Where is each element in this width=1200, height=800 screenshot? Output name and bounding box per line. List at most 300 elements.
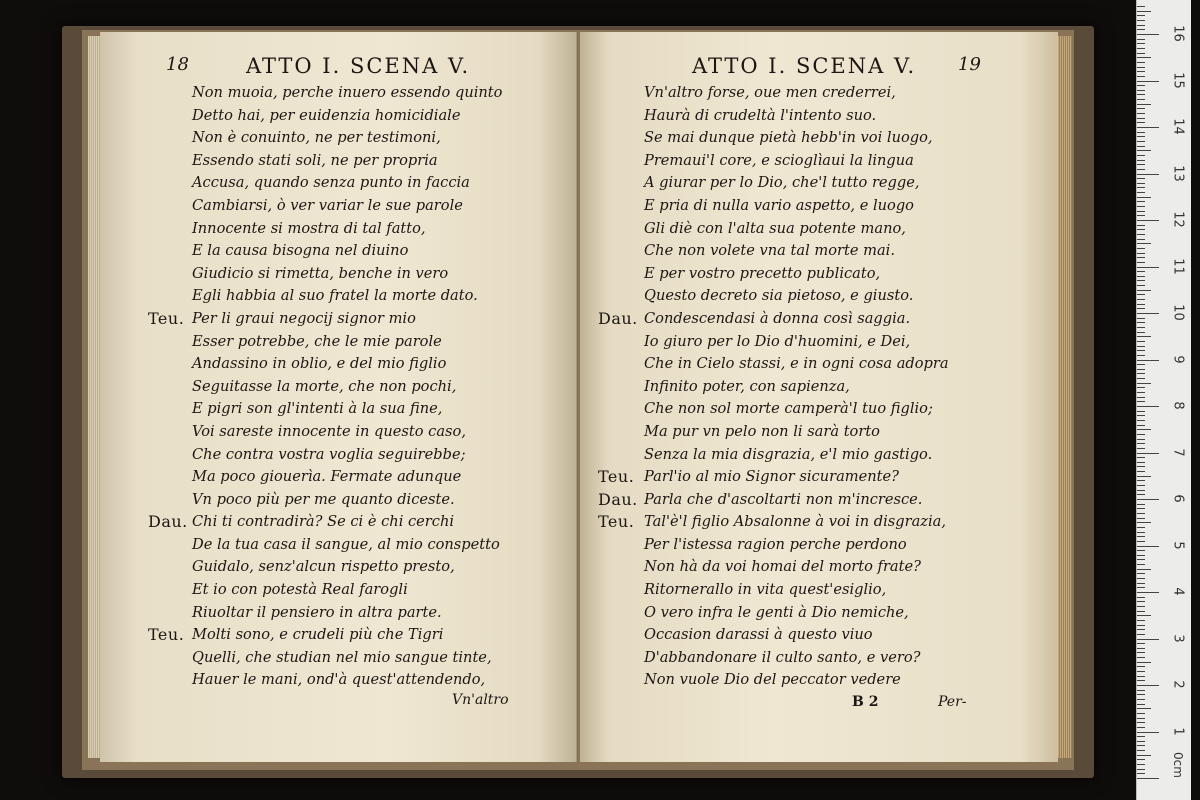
ruler-tick [1137,127,1159,128]
right-page-text [580,82,1058,692]
verse-text: Innocente si mostra di tal fatto, [192,219,426,237]
text-line [100,376,576,399]
verse-text: Quelli, che studian nel mio sangue tinte, [192,648,492,666]
ruler-tick [1137,499,1159,500]
ruler-tick [1137,652,1145,653]
right-page-edges [1056,36,1072,758]
verse-text: Chi ti contradirà? Se ci è chi cerchi [192,513,455,531]
ruler-tick [1137,341,1145,342]
verse-text: Vn'altro forse, oue men crederrei, [644,84,896,101]
verse-text: Esser potrebbe, che le mie parole [192,332,442,350]
right-page-header: ATTO I. SCENA V. [692,54,917,78]
verse-text: Haurà di crudeltà l'intento suo. [644,106,877,124]
ruler-tick [1137,476,1151,477]
ruler-tick [1137,336,1151,337]
ruler-tick [1137,178,1145,179]
ruler-tick [1137,429,1151,430]
ruler-tick [1137,415,1145,416]
ruler-tick [1137,569,1151,570]
verse-text: Non muoia, perche inuero essendo quinto [192,84,503,101]
ruler-tick [1137,378,1145,379]
ruler-tick [1137,453,1159,454]
ruler-tick [1137,225,1145,226]
verse-text: Andassino in oblio, e del mio figlio [192,355,447,373]
ruler-tick [1137,53,1145,54]
ruler-tick [1137,736,1145,737]
verse-text: Premaui'l core, e scioglìaui la lingua [644,151,914,169]
ruler-tick [1137,397,1145,398]
text-line [100,444,576,467]
text-line [580,511,1058,534]
text-line [580,376,1058,399]
verse-text: E per vostro precetto publicato, [644,264,881,282]
ruler-tick [1137,457,1145,458]
ruler-tick [1137,439,1145,440]
ruler-tick [1137,401,1145,402]
text-line [100,647,576,670]
text-line [100,534,576,557]
ruler-tick [1137,639,1159,640]
ruler-number: 3 [1170,633,1186,643]
ruler-tick [1137,132,1145,133]
ruler-tick [1137,392,1145,393]
ruler-tick [1137,20,1145,21]
ruler-tick [1137,694,1145,695]
text-line [580,105,1058,128]
ruler-tick [1137,187,1145,188]
ruler-tick [1137,564,1145,565]
ruler-tick [1137,676,1145,677]
verse-text: Infinito poter, con sapienza, [644,377,850,395]
ruler-tick [1137,546,1159,547]
ruler-tick [1137,727,1145,728]
verse-text: Che contra vostra voglia seguirebbe; [192,445,466,463]
ruler-tick [1137,611,1145,612]
signature-mark: B 2 [852,694,879,710]
ruler-tick [1137,43,1145,44]
left-page-text [100,82,576,692]
ruler-tick [1137,387,1145,388]
text-line [100,331,576,354]
text-line [100,511,576,534]
ruler-tick [1137,15,1145,16]
right-page [580,32,1058,762]
speaker-label: Dau. [598,489,638,509]
ruler-tick [1137,490,1145,491]
ruler-tick [1137,113,1145,114]
ruler-number: 13 [1170,164,1186,182]
verse-text: Egli habbia al suo fratel la morte dato. [192,287,478,305]
verse-text: Ma poco giouerìa. Fermate adunque [192,468,462,486]
ruler-tick [1137,671,1145,672]
verse-text: Cambiarsi, ò ver variar le sue parole [192,196,463,214]
speaker-label: Teu. [148,308,185,328]
ruler-tick [1137,657,1145,658]
ruler-tick [1137,313,1159,314]
ruler-tick [1137,294,1145,295]
text-line [100,466,576,489]
ruler-tick [1137,364,1145,365]
ruler-tick [1137,304,1145,305]
verse-text: Per li graui negocij signor mio [192,309,416,327]
verse-text: Et io con potestà Real farogli [192,581,408,599]
ruler-tick [1137,518,1145,519]
ruler-tick [1137,480,1145,481]
text-line [100,489,576,512]
text-line [580,150,1058,173]
ruler-tick [1137,285,1145,286]
ruler-tick [1137,373,1145,374]
ruler-tick [1137,513,1145,514]
ruler-number: 10 [1170,304,1186,321]
text-line [580,353,1058,376]
text-line [100,172,576,195]
ruler-tick [1137,211,1145,212]
text-line [580,398,1058,421]
ruler-number: 16 [1170,25,1186,42]
text-line [580,534,1058,557]
verse-text: Hauer le mani, ond'à quest'attendendo, [192,671,486,689]
verse-text: Giudicio si rimetta, benche in vero [192,264,449,282]
text-line [580,466,1058,489]
text-line [580,669,1058,692]
ruler-tick [1137,71,1145,72]
ruler-tick [1137,206,1145,207]
measuring-ruler [1136,0,1191,800]
ruler-tick [1137,704,1145,705]
ruler-tick [1137,150,1151,151]
ruler-tick [1137,118,1145,119]
text-line [580,240,1058,263]
ruler-tick [1137,322,1145,323]
ruler-tick [1137,76,1145,77]
text-line [100,669,576,692]
verse-text: Io giuro per lo Dio d'huomini, e Dei, [644,332,911,350]
text-line [580,556,1058,579]
text-line [100,308,576,331]
ruler-tick [1137,280,1145,281]
ruler-tick [1137,215,1145,216]
verse-text: Ma pur vn pelo non li sarà torto [644,422,880,440]
verse-text: E pria di nulla vario aspetto, e luogo [644,196,914,214]
ruler-tick [1137,267,1159,268]
ruler-tick [1137,99,1145,100]
ruler-tick [1137,527,1145,528]
text-line [580,624,1058,647]
ruler-tick [1137,248,1145,249]
text-line [100,398,576,421]
text-line [580,195,1058,218]
ruler-tick [1137,629,1145,630]
ruler-tick [1137,541,1145,542]
ruler-tick [1137,62,1145,63]
ruler-tick [1137,383,1151,384]
ruler-tick [1137,369,1145,370]
text-line [100,421,576,444]
ruler-tick [1137,350,1145,351]
ruler-tick [1137,769,1145,770]
ruler-tick [1137,234,1145,235]
verse-text: Accusa, quando senza punto in faccia [192,174,470,192]
ruler-tick [1137,346,1145,347]
ruler-tick [1137,732,1159,733]
ruler-tick [1137,625,1145,626]
text-line [580,308,1058,331]
verse-text: E la causa bisogna nel diuino [192,242,409,260]
verse-text: Guidalo, senz'alcun rispetto presto, [192,558,455,576]
ruler-number: 9 [1170,354,1186,364]
verse-text: Parla che d'ascoltarti non m'incresce. [644,490,923,508]
ruler-tick [1137,485,1145,486]
ruler-tick [1137,648,1145,649]
verse-text: Condescendasi à donna così saggia. [644,309,911,327]
ruler-tick [1137,6,1145,7]
ruler-number: 7 [1170,447,1186,457]
ruler-tick [1137,220,1159,221]
right-catchword: Per- [938,694,967,710]
ruler-tick [1137,741,1145,742]
text-line [100,285,576,308]
ruler-tick [1137,104,1151,105]
verse-text: Detto hai, per euidenzia homicidiale [192,106,461,124]
ruler-tick [1137,85,1145,86]
text-line [100,624,576,647]
ruler-tick [1137,583,1145,584]
ruler-number: 8 [1170,401,1186,410]
ruler-tick [1137,332,1145,333]
ruler-tick [1137,750,1145,751]
ruler-tick [1137,164,1145,165]
ruler-tick [1137,257,1145,258]
verse-text: Riuoltar il pensiero in altra parte. [192,603,442,621]
ruler-tick [1137,680,1145,681]
verse-text: Per l'istessa ragion perche perdono [644,535,907,553]
ruler-tick [1137,578,1145,579]
text-line [580,331,1058,354]
verse-text: O vero infra le genti à Dio nemiche, [644,603,909,621]
text-line [100,150,576,173]
verse-text: Che non volete vna tal morte mai. [644,242,895,260]
speaker-label: Teu. [148,625,185,645]
ruler-tick [1137,620,1145,621]
text-line [580,218,1058,241]
ruler-tick [1137,722,1145,723]
text-line [580,127,1058,150]
right-page-number: 19 [958,54,981,75]
text-line [100,556,576,579]
text-line [100,195,576,218]
ruler-tick [1137,587,1145,588]
ruler-tick [1137,597,1145,598]
ruler-number: 1 [1170,726,1186,736]
left-page-header: ATTO I. SCENA V. [246,54,471,78]
ruler-tick [1137,532,1145,533]
ruler-tick [1137,615,1151,616]
ruler-tick [1137,327,1145,328]
ruler-tick [1137,67,1145,68]
ruler-tick [1137,48,1145,49]
ruler-tick [1137,699,1145,700]
verse-text: Senza la mia disgrazia, e'l mio gastigo. [644,445,933,463]
ruler-tick [1137,57,1151,58]
ruler-tick [1137,778,1159,779]
ruler-tick [1137,81,1159,82]
text-line [580,602,1058,625]
speaker-label: Dau. [598,308,638,328]
ruler-tick [1137,685,1159,686]
ruler-tick [1137,666,1145,667]
verse-text: Che in Cielo stassi, e in ogni cosa adopra [644,355,949,373]
ruler-number: 4 [1170,587,1186,596]
speaker-label: Teu. [598,512,635,532]
ruler-tick [1137,271,1145,272]
text-line [100,105,576,128]
text-line [580,172,1058,195]
text-line [100,353,576,376]
ruler-tick [1137,192,1145,193]
text-line [580,82,1058,105]
text-line [100,218,576,241]
ruler-tick [1137,174,1159,175]
text-line [580,647,1058,670]
ruler-tick [1137,606,1145,607]
ruler-tick [1137,425,1145,426]
speaker-label: Teu. [598,467,635,487]
ruler-tick [1137,759,1145,760]
verse-text: Non vuole Dio del peccator vedere [644,671,901,689]
ruler-tick [1137,550,1145,551]
ruler-number: 2 [1170,680,1186,689]
ruler-tick [1137,462,1145,463]
ruler-tick [1137,25,1145,26]
ruler-tick [1137,183,1145,184]
verse-text: Voi sareste innocente in questo caso, [192,422,466,440]
ruler-tick [1137,559,1145,560]
left-catchword: Vn'altro [452,692,509,708]
ruler-tick [1137,643,1145,644]
left-page [100,32,577,762]
ruler-tick [1137,745,1145,746]
text-line [100,263,576,286]
ruler-tick [1137,662,1151,663]
ruler-tick [1137,276,1145,277]
verse-text: E pigri son gl'intenti à la sua fine, [192,400,443,418]
ruler-tick [1137,262,1145,263]
verse-text: Vn poco più per me quanto diceste. [192,490,455,508]
verse-text: Essendo stati soli, ne per propria [192,151,438,169]
ruler-tick [1137,411,1145,412]
ruler-tick [1137,708,1151,709]
text-line [100,82,576,105]
ruler-tick [1137,443,1145,444]
text-line [100,602,576,625]
ruler-number: 11 [1170,257,1186,275]
ruler-tick [1137,601,1145,602]
text-line [100,579,576,602]
ruler-tick [1137,318,1145,319]
ruler-number: 14 [1170,118,1186,135]
ruler-tick [1137,718,1145,719]
ruler-tick [1137,122,1145,123]
text-line [580,444,1058,467]
ruler-tick [1137,239,1145,240]
text-line [100,240,576,263]
ruler-number: 15 [1170,71,1186,89]
verse-text: Ritornerallo in vita quest'esiglio, [644,581,887,599]
ruler-tick [1137,508,1145,509]
ruler-number: 6 [1170,494,1186,503]
verse-text: Non hà da voi homai del morto frate? [644,558,921,576]
ruler-tick [1137,355,1145,356]
ruler-tick [1137,536,1145,537]
ruler-tick [1137,39,1145,40]
ruler-tick [1137,471,1145,472]
text-line [580,489,1058,512]
ruler-tick [1137,434,1145,435]
speaker-label: Dau. [148,512,188,532]
verse-text: Seguitasse la morte, che non pochi, [192,377,457,395]
ruler-tick [1137,146,1145,147]
ruler-tick [1137,634,1145,635]
ruler-tick [1137,466,1145,467]
ruler-tick [1137,155,1145,156]
verse-text: Se mai dunque pietà hebb'in voi luogo, [644,129,933,147]
ruler-tick [1137,773,1145,774]
ruler-tick [1137,420,1145,421]
ruler-tick [1137,108,1145,109]
ruler-tick [1137,34,1159,35]
ruler-tick [1137,243,1151,244]
verse-text: Questo decreto sia pietoso, e giusto. [644,287,914,305]
ruler-tick [1137,253,1145,254]
verse-text: De la tua casa il sangue, al mio conspetto [192,535,500,553]
verse-text: Gli diè con l'alta sua potente mano, [644,219,906,237]
ruler-tick [1137,160,1145,161]
ruler-tick [1137,136,1145,137]
ruler-tick [1137,713,1145,714]
ruler-tick [1137,290,1151,291]
verse-text: Non è conuinto, ne per testimoni, [192,129,441,147]
ruler-tick [1137,592,1159,593]
verse-text: D'abbandonare il culto santo, e vero? [644,648,921,666]
ruler-tick [1137,169,1145,170]
ruler-tick [1137,764,1145,765]
verse-text: Parl'io al mio Signor sicuramente? [644,468,899,486]
ruler-tick [1137,197,1151,198]
verse-text: Occasion darassi à questo viuo [644,626,873,644]
ruler-tick [1137,94,1145,95]
ruler-tick [1137,406,1159,407]
ruler-tick [1137,360,1159,361]
text-line [100,127,576,150]
ruler-tick [1137,11,1151,12]
ruler-number: 5 [1170,540,1186,550]
ruler-tick [1137,555,1145,556]
verse-text: Molti sono, e crudeli più che Tigri [192,626,444,644]
text-line [580,421,1058,444]
ruler-tick [1137,690,1145,691]
ruler-tick [1137,448,1145,449]
verse-text: A giurar per lo Dio, che'l tutto regge, [644,174,920,192]
text-line [580,579,1058,602]
ruler-tick [1137,90,1145,91]
text-line [580,263,1058,286]
ruler-tick [1137,141,1145,142]
ruler-unit-label: 0cm [1170,752,1185,778]
ruler-tick [1137,504,1145,505]
left-page-number: 18 [166,54,189,75]
ruler-tick [1137,573,1145,574]
